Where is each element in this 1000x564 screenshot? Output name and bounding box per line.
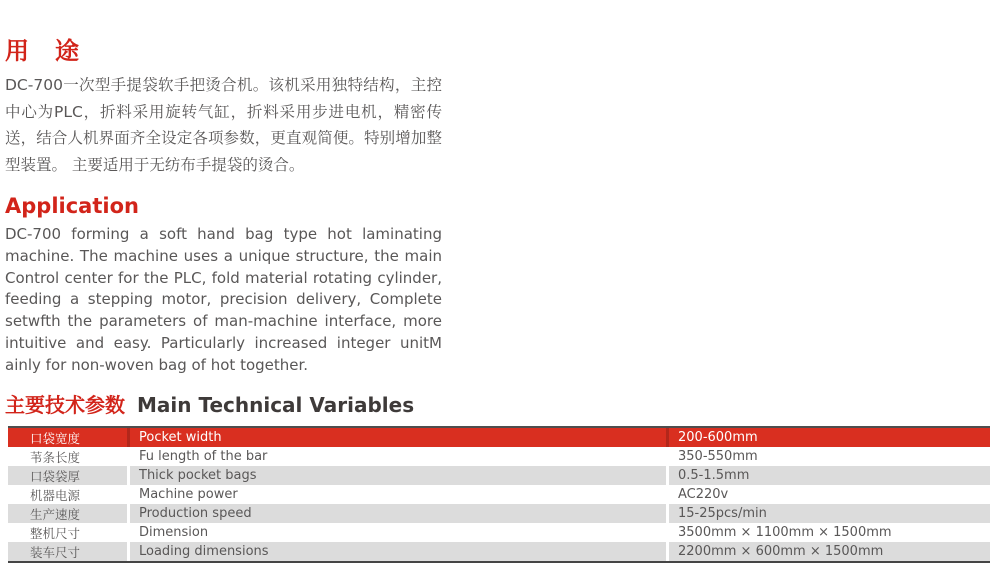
- specs-section-title: [5, 393, 414, 417]
- spec-label-en: Thick pocket bags: [130, 466, 666, 485]
- spec-label-cn: 机器电源: [30, 487, 81, 503]
- table-row: [8, 523, 990, 542]
- usage-paragraph: DC-700一次型手提袋软手把烫合机。该机采用独特结构，主控中心为PLC，折料采用旋转气缸，折料采用步进电机，精密传送，结合人机界面齐全设定各项参数，更直观简便。特别增加整型装置。 主要适用于无纺布手提袋的烫合。: [5, 76, 442, 174]
- spec-value: 0.5-1.5mm: [669, 466, 990, 485]
- spec-label-cn: 口袋宽度: [8, 428, 127, 447]
- spec-label-en: Production speed: [130, 504, 666, 523]
- spec-value: 200-600mm: [669, 428, 990, 447]
- spec-label-en: Loading dimensions: [130, 542, 666, 561]
- spec-value: 3500mm × 1100mm × 1500mm: [678, 525, 892, 540]
- application-paragraph: DC-700 forming a soft hand bag type hot laminating machine. The machine uses a unique structure, the main Control center for the PLC, fold material rotating cylinder, feeding a stepping motor, precision delivery, Complete setwfth the parameters of man-machine interface, more intuitive and easy. Particularly increased integer unitM ainly for non-woven bag of hot together.: [5, 225, 442, 374]
- spec-label-cn: 苇条长度: [30, 449, 81, 465]
- spec-value: 350-550mm: [678, 449, 758, 464]
- table-row: [8, 466, 990, 485]
- spec-label-cn: 整机尺寸: [30, 525, 81, 541]
- spec-table: [8, 426, 990, 561]
- spec-label-cn: 装车尺寸: [8, 542, 127, 561]
- usage-heading: 用 途: [5, 37, 80, 65]
- spec-value: AC220v: [678, 487, 729, 502]
- spec-label-en: Dimension: [139, 525, 209, 540]
- spec-label-cn: 口袋袋厚: [8, 466, 127, 485]
- table-row: [8, 542, 990, 561]
- table-row: [8, 485, 990, 504]
- spec-label-en: Machine power: [139, 487, 238, 502]
- spec-label-en: Pocket width: [130, 428, 666, 447]
- spec-value: 15-25pcs/min: [669, 504, 990, 523]
- table-row: [8, 504, 990, 523]
- application-heading: Application: [5, 194, 139, 218]
- table-row: [8, 428, 990, 447]
- table-bottom-rule: [8, 561, 990, 563]
- specs-title-en: Main Technical Variables: [137, 393, 415, 417]
- specs-title-cn: 主要技术参数: [5, 393, 125, 417]
- spec-label-en: Fu length of the bar: [139, 449, 268, 464]
- table-row: [8, 447, 990, 466]
- spec-value: 2200mm × 600mm × 1500mm: [669, 542, 990, 561]
- spec-label-cn: 生产速度: [8, 504, 127, 523]
